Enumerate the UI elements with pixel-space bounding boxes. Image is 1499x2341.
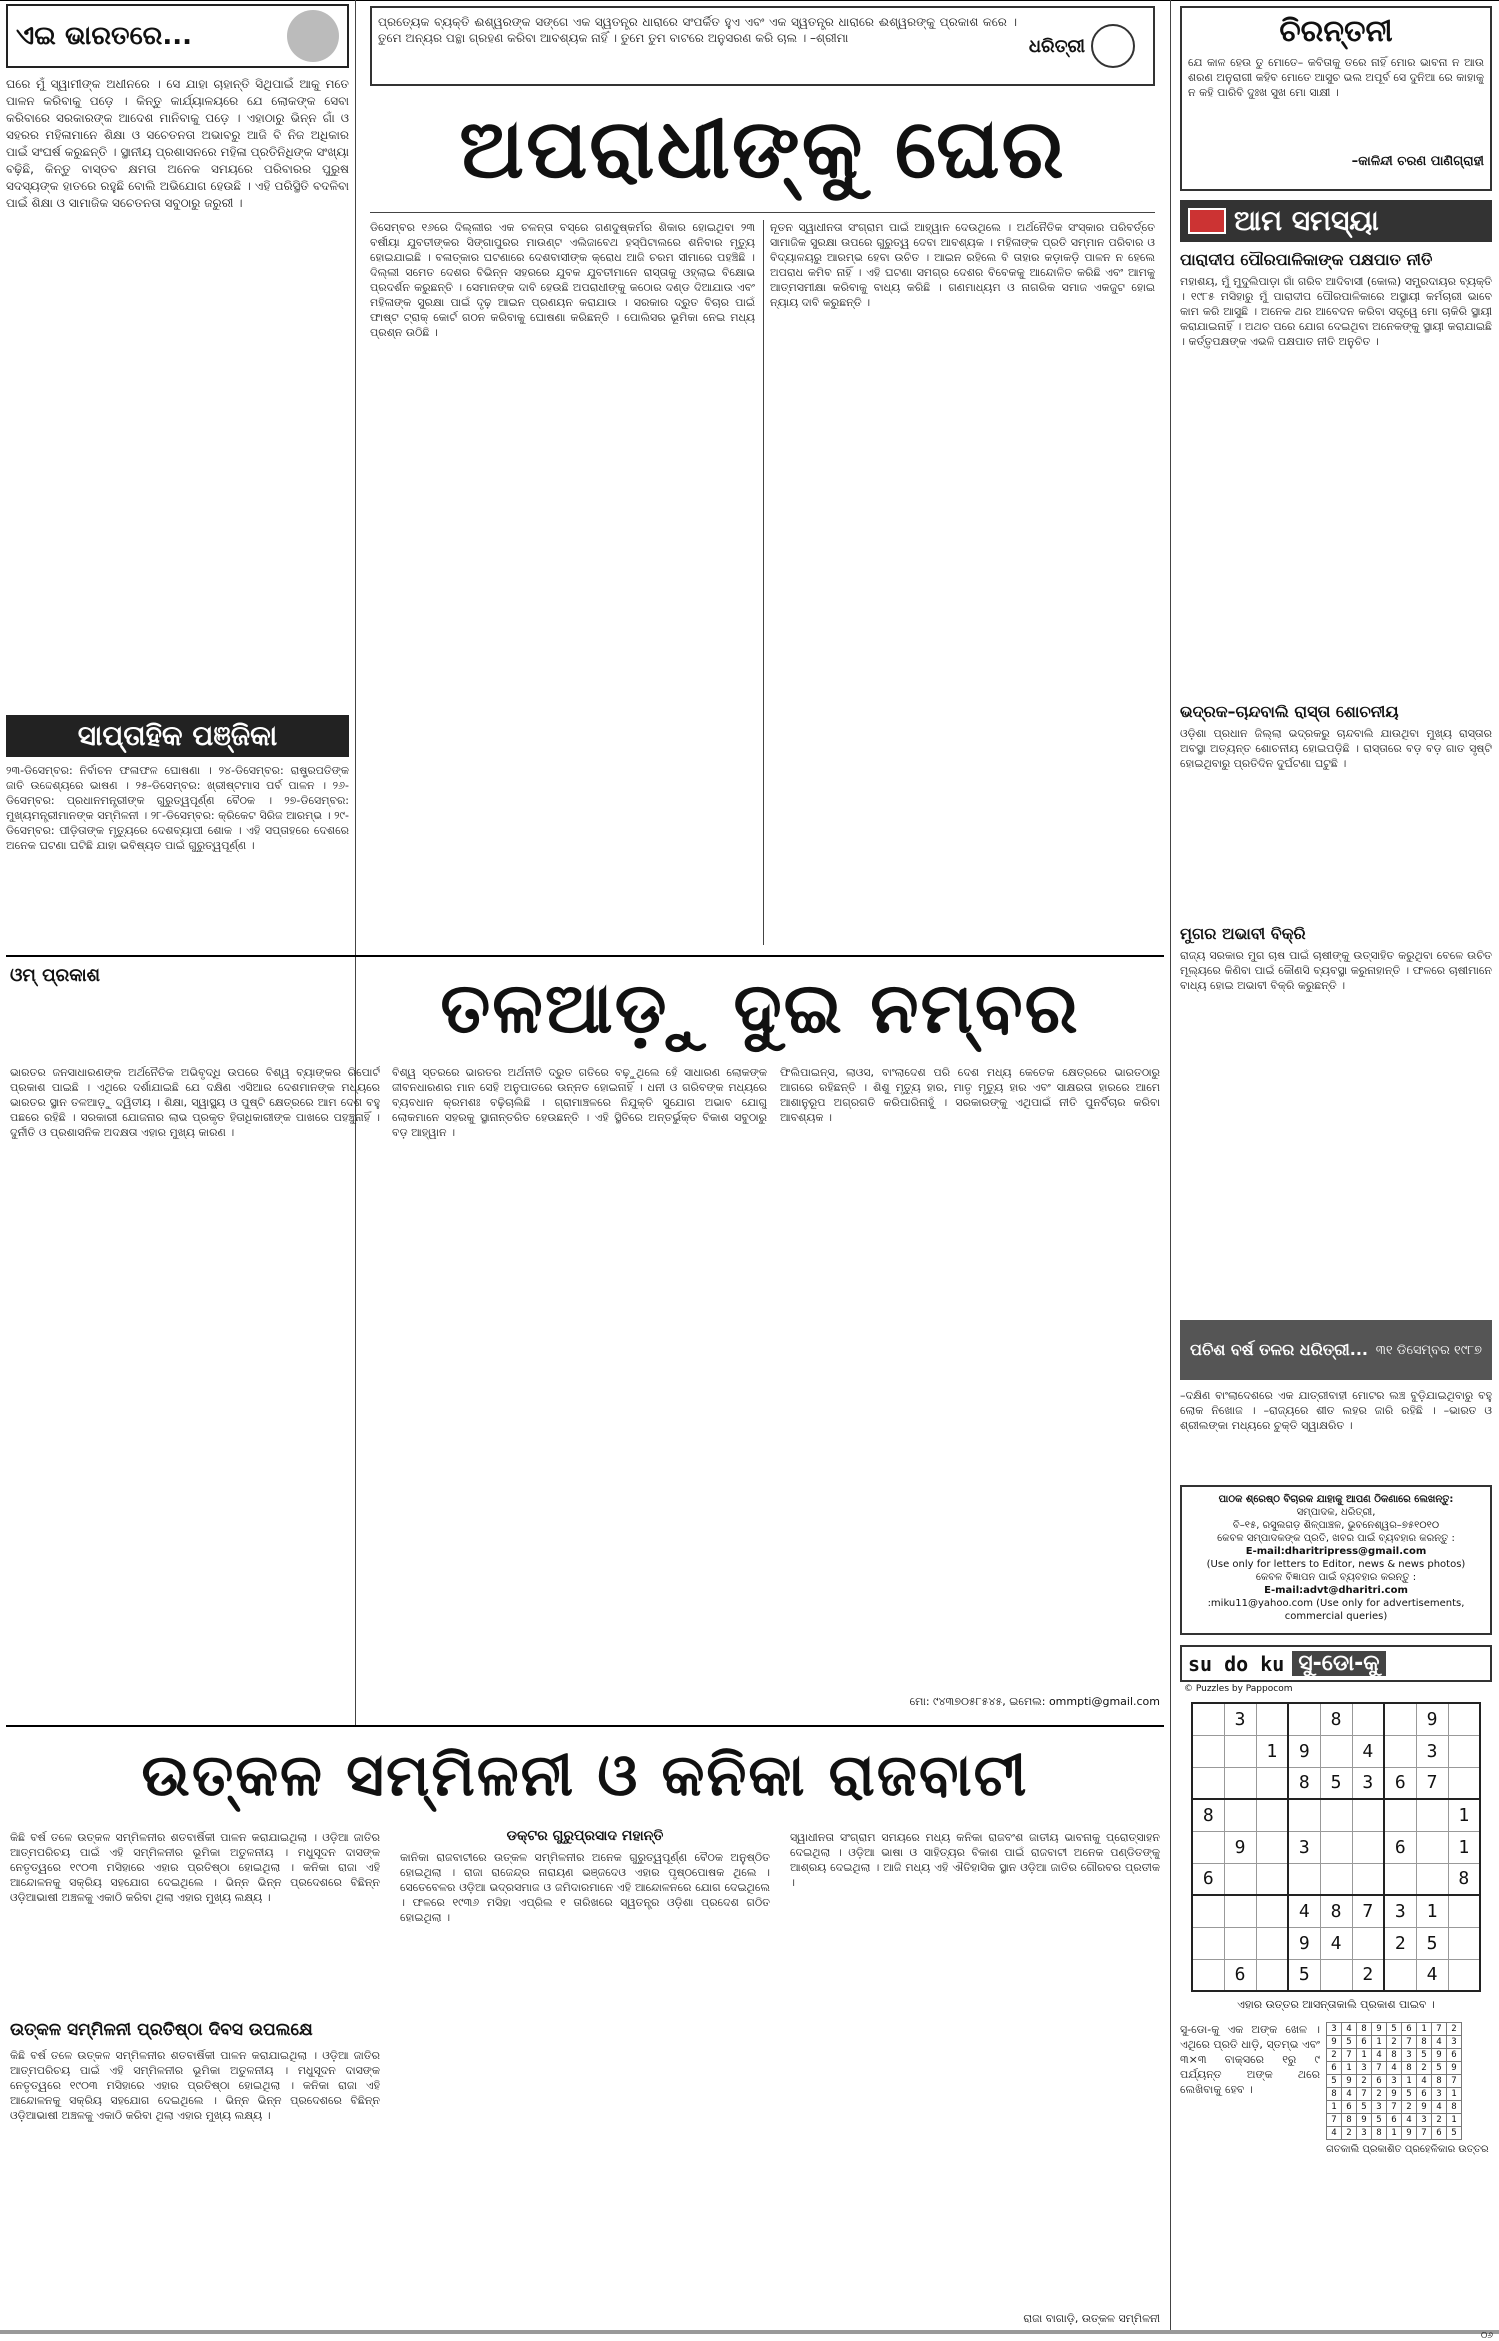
sudoku-cell[interactable]: 6 [1384, 1831, 1416, 1863]
sudoku-solution-label: ଗତକାଲି ପ୍ରକାଶିତ ପ୍ରହେଳିକାର ଉତ୍ତର [1326, 2144, 1489, 2155]
solution-cell: 1 [1387, 2127, 1402, 2140]
sudoku-cell[interactable]: 9 [1288, 1927, 1320, 1959]
contact-email-1[interactable]: E-mail:dharitripress@gmail.com [1245, 1546, 1427, 1557]
tala-col-1: ଭାରତର ଜନସାଧାରଣଙ୍କ ଅର୍ଥନୈତିକ ଅଭିବୃଦ୍ଧି ଉପରେ ବିଶ୍ୱ ବ୍ୟାଙ୍କର ରିପୋର୍ଟ ପ୍ରକାଶ ପାଇଛି । ଏଥିରେ ଦର୍ଶାଯାଇଛି ଯେ ଦକ୍ଷିଣ ଏସିଆର ଦେଶମାନଙ୍କ ମଧ୍ୟରେ ଭାରତର ସ୍ଥାନ ତଳଆଡ଼ୁ ଦ୍ୱିତୀୟ । ଶିକ୍ଷା, ସ୍ୱାସ୍ଥ୍ୟ ଓ ପୁଷ୍ଟି କ୍ଷେତ୍ରରେ ଆମ ଦେଶ ବହୁ ପଛରେ ରହିଛି । ସରକାରୀ ଯୋଜନାର ଲାଭ ପ୍ରକୃତ ହିତାଧିକାରୀଙ୍କ ପାଖରେ ପହଞ୍ଚୁନାହିଁ । ଦୁର୍ନୀତି ଓ ପ୍ରଶାସନିକ ଅଦକ୍ଷତା ଏହାର ମୁଖ୍ୟ କାରଣ । [10, 1066, 380, 1139]
tala-top-rule [6, 955, 1164, 957]
aama-body-1: ମହାଶୟ, ମୁଁ ମୁଦୁଲିପାଡ଼ା ଗାଁ ଗରିବ ଆଦିବାସୀ (କୋଲ) ସମ୍ପ୍ରଦାୟର ବ୍ୟକ୍ତି । ୧୯୮୫ ମସିହାରୁ ମୁଁ ପାରାଦୀପ ପୌରପାଳିକାରେ ଅସ୍ଥାୟୀ କର୍ମଚାରୀ ଭାବେ କାମ କରି ଆସୁଛି । ଅନେକ ଥର ଆବେଦନ କରିବା ସତ୍ତ୍ୱେ ମୋ ଚାକିରି ସ୍ଥାୟୀ କରାଯାଇନାହିଁ । ଅଥଚ ପରେ ଯୋଗ ଦେଇଥିବା ଅନେକଙ୍କୁ ସ୍ଥାୟୀ କରାଯାଇଛି । କର୍ତ୍ତୃପକ୍ଷଙ୍କ ଏଭଳି ପକ୍ଷପାତ ନୀତି ଅନୁଚିତ । [1180, 275, 1492, 348]
grid-row [1327, 2127, 1462, 2140]
utkal-subhead: ଉତ୍କଳ ସମ୍ମିଳନୀ ପ୍ରତିଷ୍ଠା ଦିବସ ଉପଲକ୍ଷେ [10, 2020, 313, 2040]
solution-cell: 8 [1432, 2075, 1447, 2088]
solution-cell: 7 [1357, 2088, 1372, 2101]
chirantani-box [1180, 6, 1492, 191]
sudoku-cell[interactable] [1416, 1863, 1448, 1895]
solution-cell: 3 [1447, 2036, 1462, 2049]
solution-cell: 8 [1447, 2101, 1462, 2114]
pachis-label: ପଚିଶ ବର୍ଷ ତଳର ଧରିତ୍ରୀ... [1190, 1340, 1368, 1359]
sudoku-cell[interactable]: 3 [1288, 1831, 1320, 1863]
solution-cell: 1 [1447, 2114, 1462, 2127]
sudoku-cell[interactable]: 3 [1352, 1767, 1384, 1799]
sudoku-cell[interactable] [1352, 1703, 1384, 1735]
panjika-section [6, 715, 349, 910]
chirantani-title: ଚିରନ୍ତନୀ [1279, 14, 1393, 49]
sudoku-solution-grid [1326, 2022, 1462, 2140]
tala-col-2: ବିଶ୍ୱ ସ୍ତରରେ ଭାରତର ଅର୍ଥନୀତି ଦ୍ରୁତ ଗତିରେ ବଢ଼ୁଥିଲେ ହେଁ ସାଧାରଣ ଲୋକଙ୍କ ଜୀବନଧାରଣର ମାନ ସେହି ଅନୁପାତରେ ଉନ୍ନତ ହୋଇନାହିଁ । ଧନୀ ଓ ଗରିବଙ୍କ ମଧ୍ୟରେ ବ୍ୟବଧାନ କ୍ରମଶଃ ବଢ଼ିଚାଲିଛି । ଗ୍ରାମାଞ୍ଚଳରେ ନିଯୁକ୍ତି ସୁଯୋଗ ଅଭାବ ଯୋଗୁ ଲୋକମାନେ ସହରକୁ ସ୍ଥାନାନ୍ତରିତ ହେଉଛନ୍ତି । ଏହି ସ୍ଥିତିରେ ଅନ୍ତର୍ଭୁକ୍ତ ବିକାଶ ସବୁଠାରୁ ବଡ଼ ଆହ୍ୱାନ । [392, 1066, 767, 1139]
sudoku-cell[interactable]: 7 [1416, 1767, 1448, 1799]
logo-text: ଧରିତ୍ରୀ [1028, 35, 1086, 57]
solution-cell: 8 [1327, 2088, 1342, 2101]
chirantani-author: –କାଳିନ୍ଦୀ ଚରଣ ପାଣିଗ୍ରାହୀ [1351, 154, 1484, 169]
sudoku-cell[interactable]: 8 [1320, 1703, 1352, 1735]
solution-cell: 3 [1432, 2088, 1447, 2101]
solution-cell: 6 [1372, 2075, 1387, 2088]
india-map-icon [287, 10, 339, 62]
sudoku-cell[interactable] [1256, 1895, 1288, 1927]
grid-row [1192, 1735, 1480, 1767]
solution-cell: 4 [1342, 2088, 1357, 2101]
sudoku-cell[interactable] [1320, 1735, 1352, 1767]
grid-row [1192, 1927, 1480, 1959]
sudoku-cell[interactable] [1448, 1735, 1480, 1767]
sudoku-cell[interactable]: 2 [1384, 1927, 1416, 1959]
solution-cell: 8 [1357, 2023, 1372, 2036]
sudoku-cell[interactable] [1192, 1831, 1224, 1863]
footer-rule [0, 2330, 1499, 2334]
aama-title: ଆମ ସମସ୍ୟା [1234, 204, 1379, 237]
solution-cell: 6 [1342, 2101, 1357, 2114]
solution-cell: 7 [1387, 2101, 1402, 2114]
solution-cell: 9 [1327, 2036, 1342, 2049]
aama-body-2: ଓଡ଼ିଶା ପ୍ରଧାନ ଜିଲ୍ଲା ଭଦ୍ରକରୁ ଚାନ୍ଦବାଲି ଯାଉଥିବା ମୁଖ୍ୟ ରାସ୍ତାର ଅବସ୍ଥା ଅତ୍ୟନ୍ତ ଶୋଚନୀୟ ହୋଇପଡ଼ିଛି । ରାସ୍ତାରେ ବଡ଼ ବଡ଼ ଗାତ ସୃଷ୍ଟି ହୋଇଥିବାରୁ ପ୍ରତିଦିନ ଦୁର୍ଘଟଣା ଘଟୁଛି । [1180, 727, 1492, 770]
sudoku-cell[interactable] [1384, 1959, 1416, 1991]
sudoku-cell[interactable] [1352, 1799, 1384, 1831]
solution-cell: 6 [1327, 2062, 1342, 2075]
solution-cell: 8 [1372, 2127, 1387, 2140]
solution-cell: 9 [1342, 2075, 1357, 2088]
sudoku-cell[interactable] [1448, 1927, 1480, 1959]
dharitri-logo [1017, 14, 1147, 78]
pachis-date: ୩୧ ଡିସେମ୍ବର ୧୯୮୭ [1375, 1342, 1482, 1358]
solution-cell: 1 [1372, 2036, 1387, 2049]
sudoku-cell[interactable] [1320, 1831, 1352, 1863]
panjika-body: ୨୩-ଡିସେମ୍ବର: ନିର୍ବାଚନ ଫଳାଫଳ ଘୋଷଣା । ୨୪-ଡିସେମ୍ବର: ରାଷ୍ଟ୍ରପତିଙ୍କ ଜାତି ଉଦ୍ଦେଶ୍ୟରେ ଭାଷଣ । ୨୫-ଡିସେମ୍ବର: ଖ୍ରୀଷ୍ଟମାସ ପର୍ବ ପାଳନ । ୨୬-ଡିସେମ୍ବର: ପ୍ରଧାନମନ୍ତ୍ରୀଙ୍କ ଗୁରୁତ୍ୱପୂର୍ଣ୍ଣ ବୈଠକ । ୨୭-ଡିସେମ୍ବର: ମୁଖ୍ୟମନ୍ତ୍ରୀମାନଙ୍କ ସମ୍ମିଳନୀ । ୨୮-ଡିସେମ୍ବର: କ୍ରିକେଟ ସିରିଜ ଆରମ୍ଭ । ୨୯-ଡିସେମ୍ବର: ପୀଡ଼ିତାଙ୍କ ମୃତ୍ୟୁରେ ଦେଶବ୍ୟାପୀ ଶୋକ । ଏହି ସପ୍ତାହରେ ଦେଶରେ ଅନେକ ଘଟଣା ଘଟିଛି ଯାହା ଭବିଷ୍ୟତ ପାଇଁ ଗୁରୁତ୍ୱପୂର୍ଣ୍ଣ । [6, 764, 349, 852]
utkal-col-1: କିଛି ବର୍ଷ ତଳେ ଉତ୍କଳ ସମ୍ମିଳନୀର ଶତବାର୍ଷିକୀ ପାଳନ କରାଯାଇଥିଲା । ଓଡ଼ିଆ ଜାତିର ଆତ୍ମପରିଚୟ ପାଇଁ ଏହି ସମ୍ମିଳନୀର ଭୂମିକା ଅତୁଳନୀୟ । ମଧୁସୂଦନ ଦାସଙ୍କ ନେତୃତ୍ୱରେ ୧୯୦୩ ମସିହାରେ ଏହାର ପ୍ରତିଷ୍ଠା ହୋଇଥିଲା । କନିକା ରାଜା ଏହି ଆନ୍ଦୋଳନକୁ ସକ୍ରିୟ ସହଯୋଗ ଦେଇଥିଲେ । ଭିନ୍ନ ଭିନ୍ନ ପ୍ରଦେଶରେ ବିଛିନ୍ନ ଓଡ଼ିଆଭାଷୀ ଅଞ୍ଚଳକୁ ଏକାଠି କରିବା ଥିଲା ଏହାର ମୁଖ୍ୟ ଲକ୍ଷ୍ୟ । [10, 1831, 380, 1904]
aama-samasya-section [1180, 200, 1492, 1310]
solution-cell: 5 [1417, 2049, 1432, 2062]
solution-cell: 4 [1432, 2101, 1447, 2114]
sudoku-cell[interactable]: 3 [1224, 1703, 1256, 1735]
solution-cell: 5 [1402, 2088, 1417, 2101]
sudoku-cell[interactable] [1256, 1767, 1288, 1799]
solution-cell: 4 [1387, 2062, 1402, 2075]
sudoku-cell[interactable] [1384, 1799, 1416, 1831]
contact-line-3: ବି–୧୫, ରସୁଲଗଡ଼ ଶିଳ୍ପାଞ୍ଚଳ, ଭୁବନେଶ୍ୱର–୭୫୧୦୧୦ [1232, 1520, 1440, 1531]
solution-cell: 8 [1402, 2062, 1417, 2075]
sudoku-cell[interactable]: 7 [1352, 1895, 1384, 1927]
solution-cell: 1 [1402, 2075, 1417, 2088]
solution-cell: 6 [1447, 2049, 1462, 2062]
sudoku-howto: ସୁ-ଡୋ-କୁ ଏକ ଅଙ୍କ ଖେଳ । ଏଥିରେ ପ୍ରତି ଧାଡ଼ି, ସ୍ତମ୍ଭ ଏବଂ ୩×୩ ବାକ୍ସରେ ୧ରୁ ୯ ପର୍ଯ୍ୟନ୍ତ ଅଙ୍କ ଥରେ ଲେଖିବାକୁ ହେବ । [1180, 2023, 1320, 2096]
contact-box [1180, 1485, 1492, 1635]
sudoku-cell[interactable]: 1 [1256, 1735, 1288, 1767]
solution-cell: 9 [1402, 2127, 1417, 2140]
section-body: ଘରେ ମୁଁ ସ୍ୱାମୀଙ୍କ ଅଧୀନରେ । ସେ ଯାହା ଚାହାନ୍ତି ସିଥିପାଇଁ ଆକୁ ମତେ ପାଳନ କରିବାକୁ ପଡ଼େ । କିନ୍ତୁ କାର୍ଯ୍ୟାଳୟରେ ଯେ ଲୋକଙ୍କ ସେବା କରିବାରେ ସରକାରଙ୍କ ଆଦେଶ ମାନିବାକୁ ପଡ଼େ । ଏହାଠାରୁ ଭିନ୍ନ ଗାଁ ଓ ସହରର ମହିଳାମାନେ ଶିକ୍ଷା ଓ ସଚେତନତା ଅଭାବରୁ ଆଜି ବି ନିଜ ଅଧିକାର ପାଇଁ ସଂଘର୍ଷ କରୁଛନ୍ତି । ସ୍ଥାନୀୟ ପ୍ରଶାସନରେ ମହିଳା ପ୍ରତିନିଧିଙ୍କ ସଂଖ୍ୟା ବଢ଼ିଛି, କିନ୍ତୁ ବାସ୍ତବ କ୍ଷମତା ଅନେକ ସମୟରେ ପରିବାରର ପୁରୁଷ ସଦସ୍ୟଙ୍କ ହାତରେ ରହୁଛି ବୋଲି ଅଭିଯୋଗ ହେଉଛି । ଏହି ପରିସ୍ଥିତି ବଦଳିବା ପାଇଁ ଶିକ୍ଷା ଓ ସାମାଜିକ ସଚେତନତା ସବୁଠାରୁ ଜରୁରୀ । [6, 77, 349, 210]
solution-cell: 5 [1342, 2036, 1357, 2049]
utkal-col-1b: କିଛି ବର୍ଷ ତଳେ ଉତ୍କଳ ସମ୍ମିଳନୀର ଶତବାର୍ଷିକୀ ପାଳନ କରାଯାଇଥିଲା । ଓଡ଼ିଆ ଜାତିର ଆତ୍ମପରିଚୟ ପାଇଁ ଏହି ସମ୍ମିଳନୀର ଭୂମିକା ଅତୁଳନୀୟ । ମଧୁସୂଦନ ଦାସଙ୍କ ନେତୃତ୍ୱରେ ୧୯୦୩ ମସିହାରେ ଏହାର ପ୍ରତିଷ୍ଠା ହୋଇଥିଲା । କନିକା ରାଜା ଏହି ଆନ୍ଦୋଳନକୁ ସକ୍ରିୟ ସହଯୋଗ ଦେଇଥିଲେ । ଭିନ୍ନ ଭିନ୍ନ ପ୍ରଦେଶରେ ବିଛିନ୍ନ ଓଡ଼ିଆଭାଷୀ ଅଞ୍ଚଳକୁ ଏକାଠି କରିବା ଥିଲା ଏହାର ମୁଖ୍ୟ ଲକ୍ଷ୍ୟ । [10, 2049, 380, 2122]
pachis-barsa-banner [1180, 1320, 1492, 1380]
contact-email-2[interactable]: E-mail:advt@dharitri.com [1264, 1585, 1408, 1596]
sudoku-cell[interactable]: 1 [1448, 1799, 1480, 1831]
sudoku-caption: ଏହାର ଉତ୍ତର ଆସନ୍ତାକାଲି ପ୍ରକାଶ ପାଇବ । [1237, 1998, 1435, 2011]
solution-cell: 3 [1327, 2023, 1342, 2036]
sudoku-cell[interactable] [1352, 1863, 1384, 1895]
sudoku-cell[interactable]: 4 [1352, 1735, 1384, 1767]
solution-cell: 7 [1327, 2114, 1342, 2127]
sudoku-brand-odia: ସୁ-ଡୋ-କୁ [1292, 1651, 1385, 1676]
solution-cell: 2 [1447, 2023, 1462, 2036]
vertical-rule-right [1170, 0, 1171, 2330]
solution-cell: 8 [1342, 2114, 1357, 2127]
sudoku-cell[interactable] [1448, 1767, 1480, 1799]
solution-cell: 9 [1432, 2049, 1447, 2062]
sudoku-cell[interactable]: 5 [1288, 1959, 1320, 1991]
top-left-section [6, 4, 349, 704]
solution-cell: 2 [1387, 2036, 1402, 2049]
solution-cell: 4 [1402, 2114, 1417, 2127]
quote-text: ପ୍ରତ୍ୟେକ ବ୍ୟକ୍ତି ଈଶ୍ୱରଙ୍କ ସଙ୍ଗେ ଏକ ସ୍ୱତନ୍ତ୍ର ଧାରାରେ ସଂପର୍କିତ ହୁଏ ଏବଂ ଏକ ସ୍ୱତନ୍ତ୍ର ଧାରାରେ ଈଶ୍ୱରଙ୍କୁ ପ୍ରକାଶ କରେ । ତୁମେ ଅନ୍ୟର ପନ୍ଥା ଗ୍ରହଣ କରିବା ଆବଶ୍ୟକ ନାହିଁ । ତୁମେ ତୁମ ବାଟରେ ଅନୁସରଣ କରି ଚାଲ । –ଶ୍ରୀମା [378, 15, 1017, 45]
sudoku-cell[interactable] [1288, 1799, 1320, 1831]
contact-note-1: (Use only for letters to Editor, news & news photos) [1206, 1559, 1466, 1570]
utkal-col-2: କାନିକା ରାଜବାଟୀରେ ଉତ୍କଳ ସମ୍ମିଳନୀର ଅନେକ ଗୁରୁତ୍ୱପୂର୍ଣ୍ଣ ବୈଠକ ଅନୁଷ୍ଠିତ ହୋଇଥିଲା । ରାଜା ରାଜେନ୍ଦ୍ର ନାରାୟଣ ଭଞ୍ଜଦେଓ ଏହାର ପୃଷ୍ଠପୋଷକ ଥିଲେ । ସେତେବେଳର ଓଡ଼ିଆ ଭଦ୍ରସମାଜ ଓ ଜମିଦାରମାନେ ଏହି ଆନ୍ଦୋଳନରେ ଯୋଗ ଦେଇଥିଲେ । ଫଳରେ ୧୯୩୬ ମସିହା ଏପ୍ରିଲ ୧ ତାରିଖରେ ସ୍ୱତନ୍ତ୍ର ଓଡ଼ିଶା ପ୍ରଦେଶ ଗଠିତ ହୋଇଥିଲା । [400, 1851, 770, 1924]
solution-cell: 5 [1372, 2114, 1387, 2127]
sudoku-cell[interactable] [1384, 1735, 1416, 1767]
sudoku-cell[interactable]: 4 [1288, 1895, 1320, 1927]
sudoku-cell[interactable]: 6 [1192, 1863, 1224, 1895]
solution-cell: 6 [1417, 2088, 1432, 2101]
sudoku-cell[interactable] [1256, 1959, 1288, 1991]
solution-cell: 2 [1342, 2127, 1357, 2140]
solution-cell: 3 [1357, 2127, 1372, 2140]
page-number: ୦୬ [1480, 2331, 1493, 2341]
sudoku-cell[interactable] [1192, 1735, 1224, 1767]
tala-col-3: ଫିଲିପାଇନ୍ସ, ଲାଓସ, ବାଂଲାଦେଶ ପରି ଦେଶ ମଧ୍ୟ କେତେକ କ୍ଷେତ୍ରରେ ଭାରତଠାରୁ ଆଗରେ ରହିଛନ୍ତି । ଶିଶୁ ମୃତ୍ୟୁ ହାର, ମାତୃ ମୃତ୍ୟୁ ହାର ଏବଂ ସାକ୍ଷରତା ହାରରେ ଆମେ ଆଶାନୁରୂପ ଅଗ୍ରଗତି କରିପାରିନାହୁଁ । ସରକାରଙ୍କୁ ଏଥିପାଇଁ ନୀତି ପୁନର୍ବିଚାର କରିବା ଆବଶ୍ୟକ । [780, 1066, 1160, 1124]
solution-cell: 2 [1432, 2114, 1447, 2127]
sudoku-cell[interactable]: 2 [1352, 1959, 1384, 1991]
aama-heading-2: ଭଦ୍ରକ–ଚାନ୍ଦବାଲି ରାସ୍ତା ଶୋଚନୀୟ [1180, 702, 1399, 721]
sudoku-cell[interactable] [1384, 1863, 1416, 1895]
solution-cell: 3 [1387, 2075, 1402, 2088]
quote-box [370, 6, 1155, 86]
grid-row [1327, 2062, 1462, 2075]
sudoku-cell[interactable] [1384, 1703, 1416, 1735]
sudoku-cell[interactable]: 4 [1416, 1959, 1448, 1991]
solution-cell: 5 [1387, 2023, 1402, 2036]
grid-row [1327, 2114, 1462, 2127]
sudoku-cell[interactable]: 8 [1448, 1863, 1480, 1895]
sudoku-cell[interactable] [1256, 1703, 1288, 1735]
solution-cell: 4 [1327, 2127, 1342, 2140]
envelope-icon [1188, 208, 1226, 234]
grid-row [1192, 1831, 1480, 1863]
sudoku-cell[interactable] [1224, 1767, 1256, 1799]
solution-cell: 7 [1447, 2075, 1462, 2088]
solution-cell: 9 [1387, 2088, 1402, 2101]
solution-cell: 5 [1357, 2101, 1372, 2114]
solution-cell: 4 [1432, 2036, 1447, 2049]
sudoku-cell[interactable]: 4 [1320, 1927, 1352, 1959]
grid-row [1192, 1703, 1480, 1735]
sudoku-cell[interactable]: 1 [1416, 1895, 1448, 1927]
contact-email-3[interactable]: :miku11@yahoo.com (Use only for advertisements, commercial queries) [1207, 1598, 1465, 1622]
solution-cell: 7 [1432, 2023, 1447, 2036]
solution-cell: 1 [1417, 2023, 1432, 2036]
solution-cell: 1 [1327, 2101, 1342, 2114]
lead-headline: ଅପରାଧୀଙ୍କୁ ଘେର [459, 102, 1066, 197]
sudoku-cell[interactable] [1224, 1927, 1256, 1959]
sudoku-cell[interactable]: 3 [1416, 1735, 1448, 1767]
tala-contact: ମୋ: ୯୪୩୭୦୫୮୫୪୫, ଇମେଲ: ommpti@gmail.com [909, 1695, 1160, 1708]
solution-cell: 3 [1417, 2114, 1432, 2127]
grid-row [1327, 2088, 1462, 2101]
sudoku-cell[interactable] [1256, 1831, 1288, 1863]
grid-row [1327, 2049, 1462, 2062]
sudoku-cell[interactable] [1320, 1799, 1352, 1831]
contact-line-1: ପାଠକ ଶ୍ରେଷ୍ଠ ବିଚାରକ ଯାହାକୁ ଆପଣ ଠିକଣାରେ ଲେଖନ୍ତୁ: [1218, 1494, 1454, 1505]
grid-row [1192, 1767, 1480, 1799]
sudoku-cell[interactable] [1352, 1831, 1384, 1863]
sudoku-cell[interactable]: 8 [1288, 1767, 1320, 1799]
utkal-top-rule [6, 1725, 1164, 1727]
lead-col-2: ନୂତନ ସ୍ୱାଧୀନତା ସଂଗ୍ରାମ ପାଇଁ ଆହ୍ୱାନ ଦେଉଥିଲେ । ଅର୍ଥନୈତିକ ସଂସ୍କାର ପରିବର୍ତ୍ତେ ସାମାଜିକ ସୁରକ୍ଷା ଉପରେ ଗୁରୁତ୍ୱ ଦେବା ଆବଶ୍ୟକ । ମହିଳାଙ୍କ ପ୍ରତି ସମ୍ମାନ ପରିବାର ଓ ବିଦ୍ୟାଳୟରୁ ଆରମ୍ଭ ହେବା ଉଚିତ । ଆଇନ ରହିଲେ ବି ତାହାର କଡ଼ାକଡ଼ି ପାଳନ ନ ହେଲେ ଅପରାଧ କମିବ ନାହିଁ । ଏହି ଘଟଣା ସମଗ୍ର ଦେଶର ବିବେକକୁ ଆନ୍ଦୋଳିତ କରିଛି ଏବଂ ଆମକୁ ଆତ୍ମସମୀକ୍ଷା କରିବାକୁ ବାଧ୍ୟ କରିଛି । ଗଣମାଧ୍ୟମ ଓ ନାଗରିକ ସମାଜ ଏକଜୁଟ ହୋଇ ନ୍ୟାୟ ଦାବି କରୁଛନ୍ତି । [770, 221, 1155, 309]
aama-body-3: ରାଜ୍ୟ ସରକାର ମୁଗ ଚାଷ ପାଇଁ ଚାଷୀଙ୍କୁ ଉତ୍ସାହିତ କରୁଥିବା ବେଳେ ଉଚିତ ମୂଲ୍ୟରେ କିଣିବା ପାଇଁ କୌଣସି ବ୍ୟବସ୍ଥା କରୁନାହାନ୍ତି । ଫଳରେ ଚାଷୀମାନେ ବାଧ୍ୟ ହୋଇ ଅଭାବୀ ବିକ୍ରି କରୁଛନ୍ତି । [1180, 949, 1492, 992]
solution-cell: 1 [1357, 2049, 1372, 2062]
grid-row [1327, 2036, 1462, 2049]
sudoku-cell[interactable] [1448, 1959, 1480, 1991]
sudoku-cell[interactable] [1192, 1767, 1224, 1799]
solution-cell: 7 [1417, 2127, 1432, 2140]
sudoku-cell[interactable] [1320, 1959, 1352, 1991]
solution-cell: 4 [1417, 2075, 1432, 2088]
sudoku-grid[interactable] [1191, 1702, 1481, 1992]
solution-cell: 9 [1417, 2101, 1432, 2114]
sudoku-cell[interactable] [1416, 1799, 1448, 1831]
solution-cell: 5 [1327, 2075, 1342, 2088]
sudoku-cell[interactable] [1256, 1927, 1288, 1959]
utkal-headline: ଉତ୍କଳ ସମ୍ମିଳନୀ ଓ କନିକା ରାଜବାଟୀ [141, 1741, 1029, 1809]
sudoku-cell[interactable] [1224, 1799, 1256, 1831]
chakra-icon [1091, 24, 1135, 68]
sudoku-cell[interactable] [1192, 1895, 1224, 1927]
sudoku-cell[interactable] [1192, 1959, 1224, 1991]
lead-col-divider [763, 220, 764, 945]
sudoku-section [1180, 1645, 1492, 2335]
sudoku-cell[interactable]: 9 [1288, 1735, 1320, 1767]
grid-row [1192, 1799, 1480, 1831]
contact-line-4: କେବଳ ସମ୍ପାଦକଙ୍କ ପ୍ରତି, ଖବର ପାଇଁ ବ୍ୟବହାର କରନ୍ତୁ : [1217, 1533, 1455, 1544]
solution-cell: 7 [1342, 2049, 1357, 2062]
sudoku-cell[interactable]: 5 [1320, 1767, 1352, 1799]
solution-cell: 3 [1402, 2049, 1417, 2062]
solution-cell: 2 [1402, 2101, 1417, 2114]
sudoku-cell[interactable] [1352, 1927, 1384, 1959]
aama-heading-3: ମୁଗର ଅଭାବୀ ବିକ୍ରି [1180, 924, 1306, 943]
sudoku-cell[interactable]: 6 [1384, 1767, 1416, 1799]
grid-row [1327, 2023, 1462, 2036]
solution-cell: 9 [1357, 2114, 1372, 2127]
sudoku-cell[interactable] [1192, 1703, 1224, 1735]
grid-row [1327, 2075, 1462, 2088]
section-title: ଏଇ ଭାରତରେ... [16, 20, 192, 51]
utkal-byline: ଡକ୍ଟର ଗୁରୁପ୍ରସାଦ ମହାନ୍ତି [506, 1828, 664, 1844]
solution-cell: 4 [1372, 2049, 1387, 2062]
lead-col-1: ଡିସେମ୍ବର ୧୬ରେ ଦିଲ୍ଲୀର ଏକ ଚଳନ୍ତା ବସ୍‌ରେ ଗଣଦୁଷ୍କର୍ମର ଶିକାର ହୋଇଥିବା ୨୩ ବର୍ଷୀୟା ଯୁବତୀଙ୍କର ସିଙ୍ଗାପୁରର ମାଉଣ୍ଟ ଏଲିଜାବେଥ ହସ୍ପିଟାଲରେ ଶନିବାର ମୃତ୍ୟୁ ହୋଇଯାଇଛି । ବଳାତ୍କାର ଘଟଣାରେ ଦେଶବାସୀଙ୍କ କ୍ରୋଧ ଆଜି ଚରମ ସୀମାରେ ପହଞ୍ଚିଛି । ଦିଲ୍ଲୀ ସମେତ ଦେଶର ବିଭିନ୍ନ ସହରରେ ଯୁବକ ଯୁବତୀମାନେ ରାସ୍ତାକୁ ଓହ୍ଲାଇ ବିକ୍ଷୋଭ ପ୍ରଦର୍ଶନ କରୁଛନ୍ତି । ସେମାନଙ୍କ ଦାବି ହେଉଛି ଅପରାଧୀଙ୍କୁ କଠୋର ଦଣ୍ଡ ଦିଆଯାଉ ଏବଂ ମହିଳାଙ୍କ ସୁରକ୍ଷା ପାଇଁ ଦୃଢ଼ ଆଇନ ପ୍ରଣୟନ କରାଯାଉ । ସରକାର ଦ୍ରୁତ ବିଚାର ପାଇଁ ଫାଷ୍ଟ ଟ୍ରାକ୍ କୋର୍ଟ ଗଠନ କରିବାକୁ ଘୋଷଣା କରିଛନ୍ତି । ପୋଲିସର ଭୂମିକା ନେଇ ମଧ୍ୟ ପ୍ରଶ୍ନ ଉଠିଛି । [370, 221, 755, 339]
solution-cell: 8 [1417, 2036, 1432, 2049]
solution-cell: 2 [1327, 2049, 1342, 2062]
sudoku-cell[interactable] [1256, 1799, 1288, 1831]
sudoku-cell[interactable]: 6 [1224, 1959, 1256, 1991]
solution-cell: 2 [1417, 2062, 1432, 2075]
sudoku-brand: su do ku [1188, 1651, 1285, 1676]
sudoku-cell[interactable]: 8 [1192, 1799, 1224, 1831]
aama-heading-1: ପାରାଦୀପ ପୌରପାଳିକାଙ୍କ ପକ୍ଷପାତ ନୀତି [1180, 250, 1433, 269]
top-rule [0, 0, 1499, 1]
sudoku-cell[interactable] [1288, 1863, 1320, 1895]
sudoku-cell[interactable] [1224, 1895, 1256, 1927]
solution-cell: 6 [1432, 2127, 1447, 2140]
solution-cell: 5 [1432, 2062, 1447, 2075]
solution-cell: 1 [1447, 2088, 1462, 2101]
tala-byline: ଓମ୍ ପ୍ରକାଶ [10, 965, 101, 986]
solution-cell: 6 [1402, 2023, 1417, 2036]
sudoku-cell[interactable]: 9 [1416, 1703, 1448, 1735]
solution-cell: 5 [1447, 2127, 1462, 2140]
grid-row [1192, 1959, 1480, 1991]
solution-cell: 6 [1387, 2114, 1402, 2127]
utkal-credit: ରାଜା ବାଗାଡ଼ି, ଉତ୍କଳ ସମ୍ମିଳନୀ [1023, 2312, 1160, 2325]
sudoku-cell[interactable] [1448, 1895, 1480, 1927]
grid-row [1192, 1895, 1480, 1927]
sudoku-cell[interactable] [1320, 1863, 1352, 1895]
sudoku-cell[interactable] [1224, 1735, 1256, 1767]
solution-cell: 3 [1357, 2062, 1372, 2075]
chirantani-verse: ଯେ କାଳ ହେଉ ତୁ ମୋତେ– କବିତାକୁ ତରେ ନାହିଁ ମୋର ଭାବନା ନ ଆଉ ଶରଣ ଅନୁରାଗୀ କହିବ ମୋତେ ଆସୁଚ ଭଲ ଅପୂର୍ବ ସେ ଦୁନିଆ ରେ କାହାକୁ ନ କହି ପାରିବି ଦୁଃଖ ସୁଖ ମୋ ସାକ୍ଷୀ । [1188, 56, 1484, 99]
sudoku-cell[interactable] [1448, 1703, 1480, 1735]
solution-cell: 9 [1447, 2062, 1462, 2075]
sudoku-cell[interactable] [1224, 1863, 1256, 1895]
sudoku-credit: © Puzzles by Pappocom [1184, 1684, 1293, 1694]
grid-row [1327, 2101, 1462, 2114]
sudoku-cell[interactable]: 1 [1448, 1831, 1480, 1863]
contact-line-2: ସମ୍ପାଦକ, ଧରିତ୍ରୀ, [1296, 1507, 1376, 1518]
sudoku-cell[interactable]: 3 [1384, 1895, 1416, 1927]
pachis-body: –ଦକ୍ଷିଣ ବାଂଲାଦେଶରେ ଏକ ଯାତ୍ରୀବାହୀ ମୋଟର ଲଞ୍ଚ ବୁଡ଼ିଯାଇଥିବାରୁ ବହୁ ଲୋକ ନିଖୋଜ । –ରାଜ୍ୟରେ ଶୀତ ଲହର ଜାରି ରହିଛି । –ଭାରତ ଓ ଶ୍ରୀଲଙ୍କା ମଧ୍ୟରେ ଚୁକ୍ତି ସ୍ୱାକ୍ଷରିତ । [1180, 1389, 1492, 1432]
sudoku-cell[interactable]: 5 [1416, 1927, 1448, 1959]
solution-cell: 9 [1372, 2023, 1387, 2036]
utkal-col-3: ସ୍ୱାଧୀନତା ସଂଗ୍ରାମ ସମୟରେ ମଧ୍ୟ କନିକା ରାଜବଂଶ ଜାତୀୟ ଭାବନାକୁ ପ୍ରୋତ୍ସାହନ ଦେଇଥିଲା । ଓଡ଼ିଆ ଭାଷା ଓ ସାହିତ୍ୟର ବିକାଶ ପାଇଁ ରାଜବାଟୀ ଅନେକ ପଣ୍ଡିତଙ୍କୁ ଆଶ୍ରୟ ଦେଇଥିଲା । ଆଜି ମଧ୍ୟ ଏହି ଐତିହାସିକ ସ୍ଥାନ ଓଡ଼ିଆ ଜାତିର ଗୌରବର ପ୍ରତୀକ । [790, 1831, 1160, 1889]
solution-cell: 1 [1342, 2062, 1357, 2075]
solution-cell: 7 [1402, 2036, 1417, 2049]
sudoku-cell[interactable] [1192, 1927, 1224, 1959]
solution-cell: 8 [1387, 2049, 1402, 2062]
solution-cell: 4 [1342, 2023, 1357, 2036]
sudoku-cell[interactable] [1416, 1831, 1448, 1863]
solution-cell: 3 [1372, 2101, 1387, 2114]
lead-underline [370, 212, 1155, 213]
sudoku-cell[interactable] [1256, 1863, 1288, 1895]
sudoku-cell[interactable] [1288, 1703, 1320, 1735]
solution-cell: 6 [1357, 2036, 1372, 2049]
contact-line-5: କେବଳ ବିଜ୍ଞାପନ ପାଇଁ ବ୍ୟବହାର କରନ୍ତୁ : [1255, 1572, 1417, 1583]
sudoku-cell[interactable]: 8 [1320, 1895, 1352, 1927]
tala-headline: ତଳଆଡ଼ୁ ଦୁଇ ନମ୍ବର [440, 967, 1080, 1049]
panjika-title: ସାପ୍ତାହିକ ପଞ୍ଜିକା [6, 715, 349, 757]
grid-row [1192, 1863, 1480, 1895]
solution-cell: 7 [1372, 2062, 1387, 2075]
sudoku-cell[interactable]: 9 [1224, 1831, 1256, 1863]
solution-cell: 2 [1357, 2075, 1372, 2088]
solution-cell: 2 [1372, 2088, 1387, 2101]
